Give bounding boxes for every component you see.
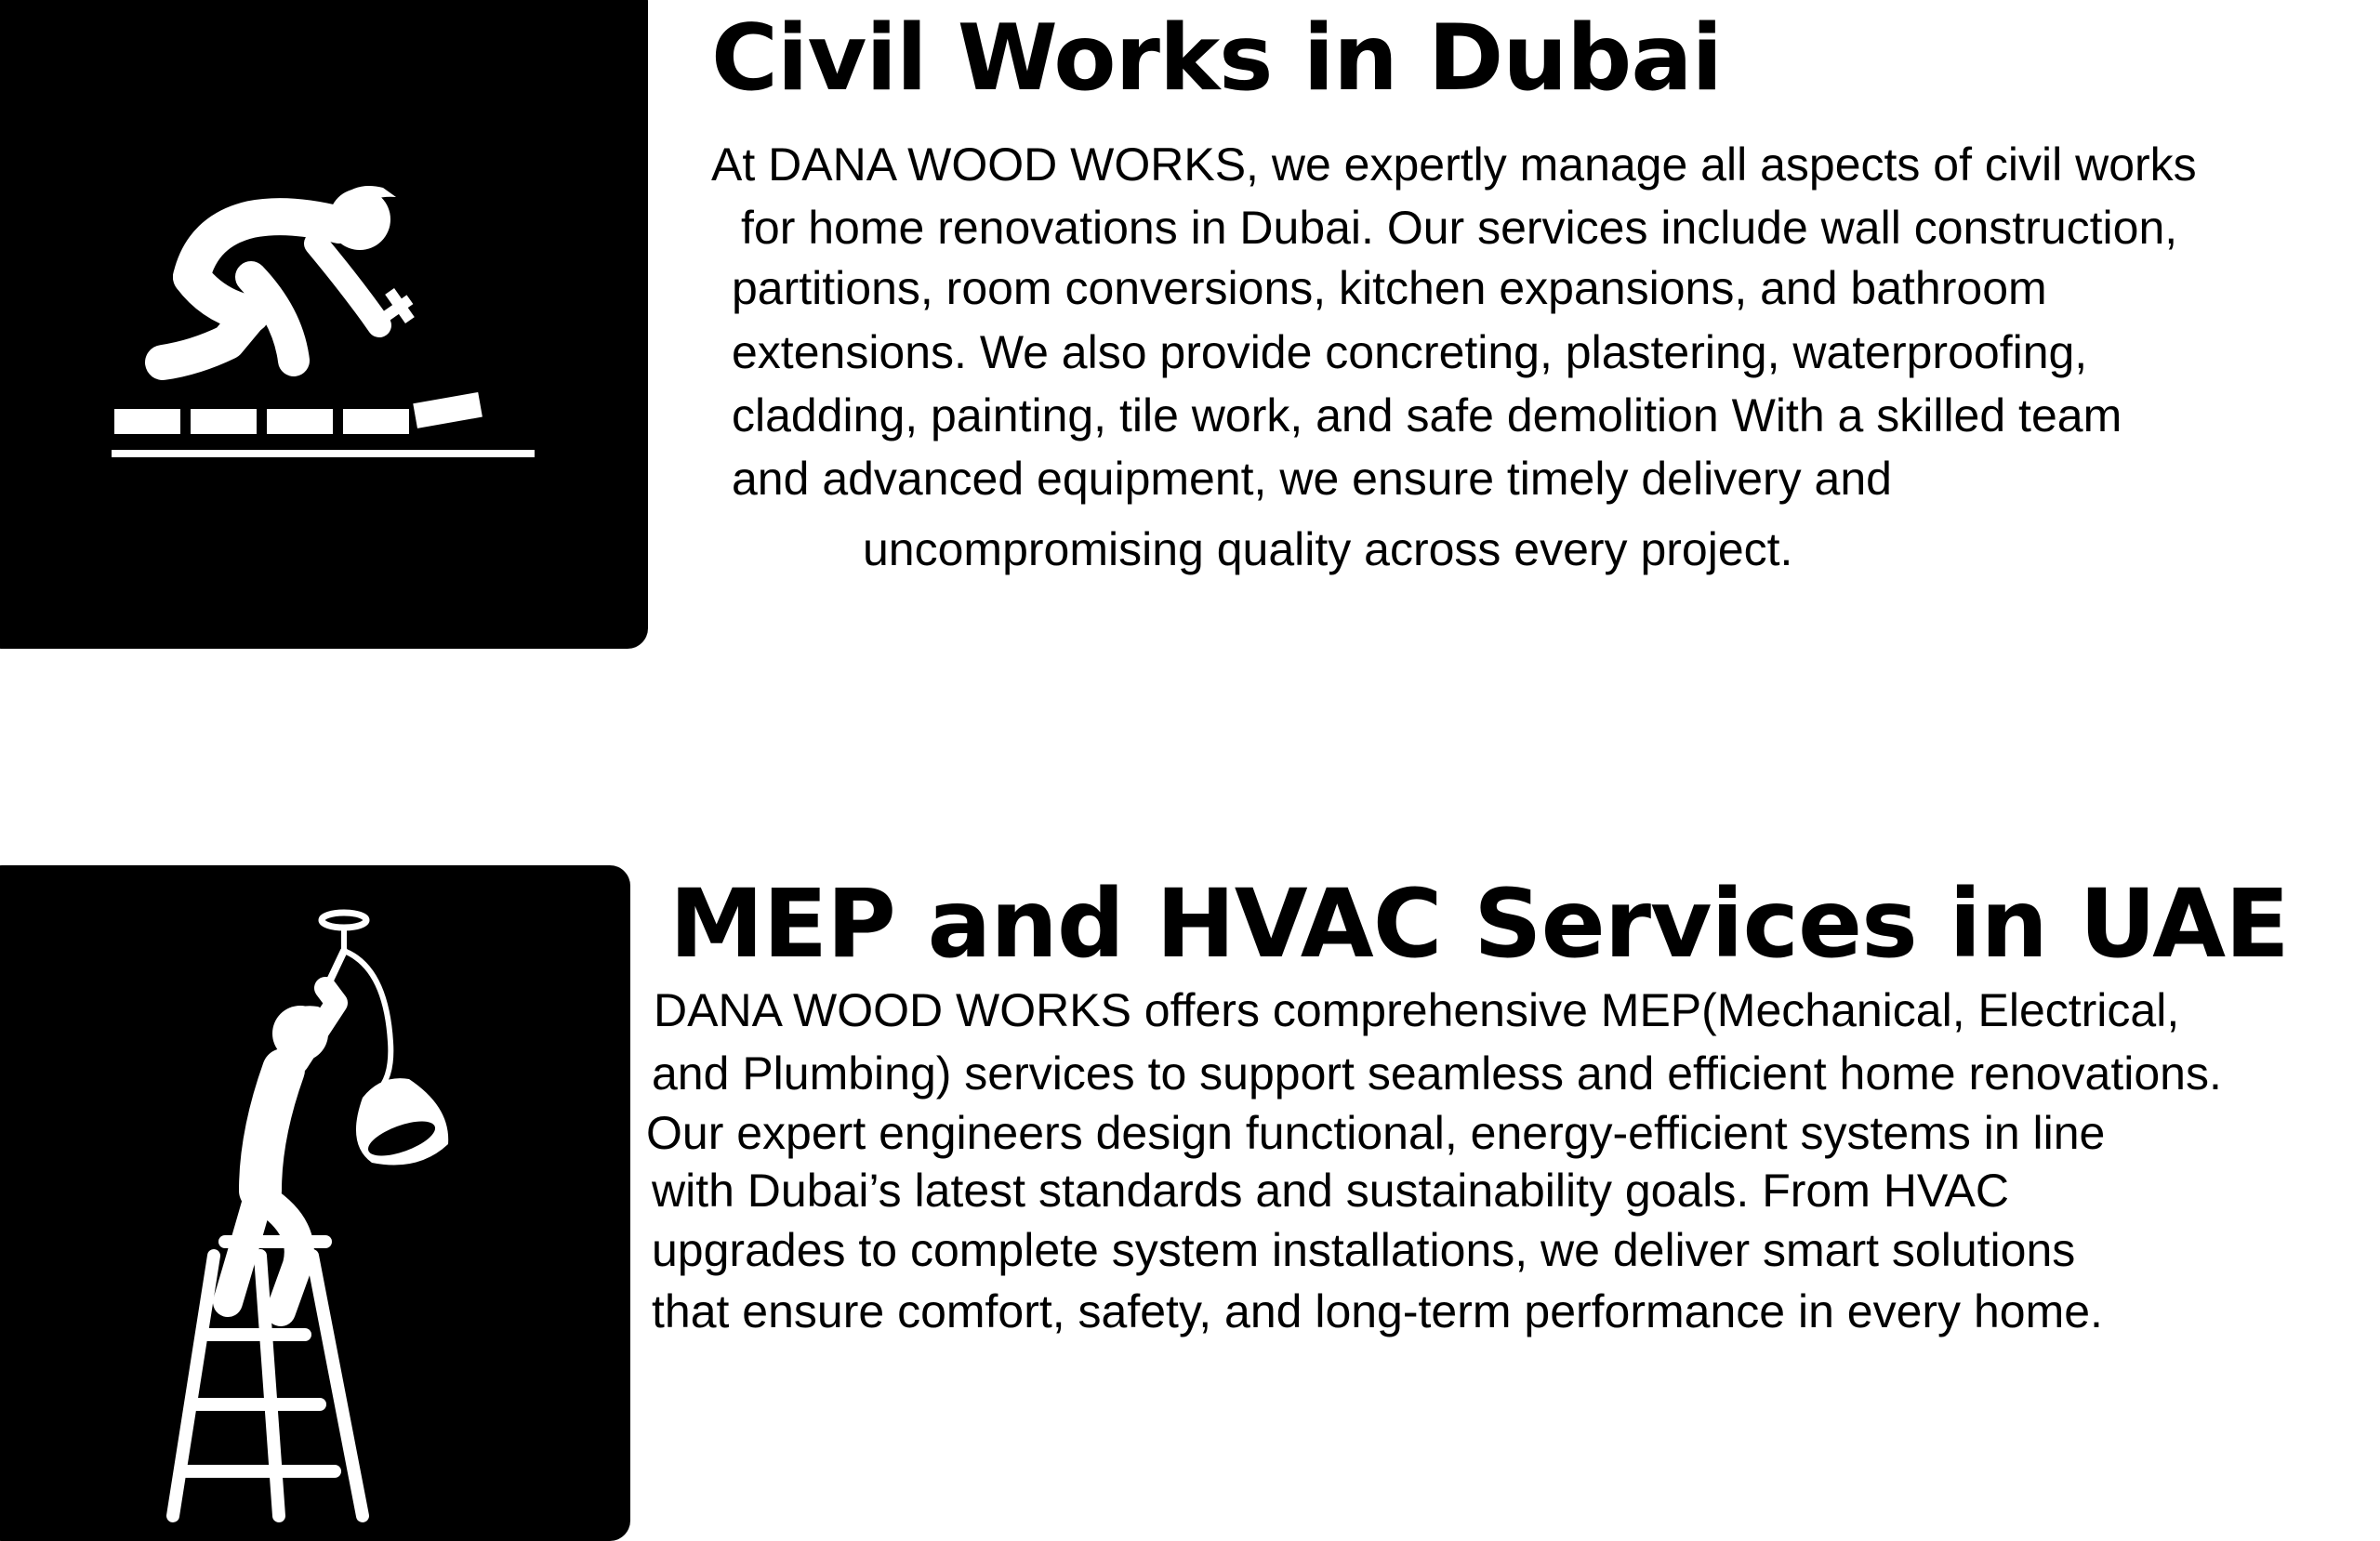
civil-works-text-line: for home renovations in Dubai. Our services include wall construction, xyxy=(741,202,2178,254)
electrician-on-ladder-icon xyxy=(0,865,630,1541)
civil-works-text-line: At DANA WOOD WORKS, we expertly manage all aspects of civil works xyxy=(711,138,2197,191)
mep-hvac-icon-tile xyxy=(0,865,630,1541)
civil-works-text-line: and advanced equipment, we ensure timely delivery and xyxy=(732,453,1892,505)
mep-hvac-text-line: Our expert engineers design functional, energy-efficient systems in line xyxy=(646,1107,2106,1159)
civil-works-text-line: extensions. We also provide concreting, plastering, waterproofing, xyxy=(732,326,2088,378)
mep-hvac-text-line: with Dubai’s latest standards and sustainability goals. From HVAC xyxy=(652,1165,2009,1217)
civil-works-title: Civil Works in Dubai xyxy=(711,6,1723,112)
mep-hvac-text-line: that ensure comfort, safety, and long-term performance in every home. xyxy=(652,1285,2103,1337)
civil-works-text-line: cladding, painting, tile work, and safe demolition With a skilled team xyxy=(732,389,2122,441)
mep-hvac-text-line: upgrades to complete system installations, we deliver smart solutions xyxy=(652,1224,2076,1276)
mep-hvac-text-line: and Plumbing) services to support seamless and efficient home renovations. xyxy=(652,1047,2222,1100)
bricklayer-icon xyxy=(0,0,648,649)
civil-works-icon-tile xyxy=(0,0,648,649)
mep-hvac-title: MEP and HVAC Services in UAE xyxy=(669,869,2289,980)
civil-works-text-line: partitions, room conversions, kitchen expansions, and bathroom xyxy=(732,262,2047,314)
mep-hvac-text-line: DANA WOOD WORKS offers comprehensive MEP(Mechanical, Electrical, xyxy=(654,984,2180,1036)
civil-works-text-line: uncompromising quality across every project. xyxy=(863,523,1793,575)
